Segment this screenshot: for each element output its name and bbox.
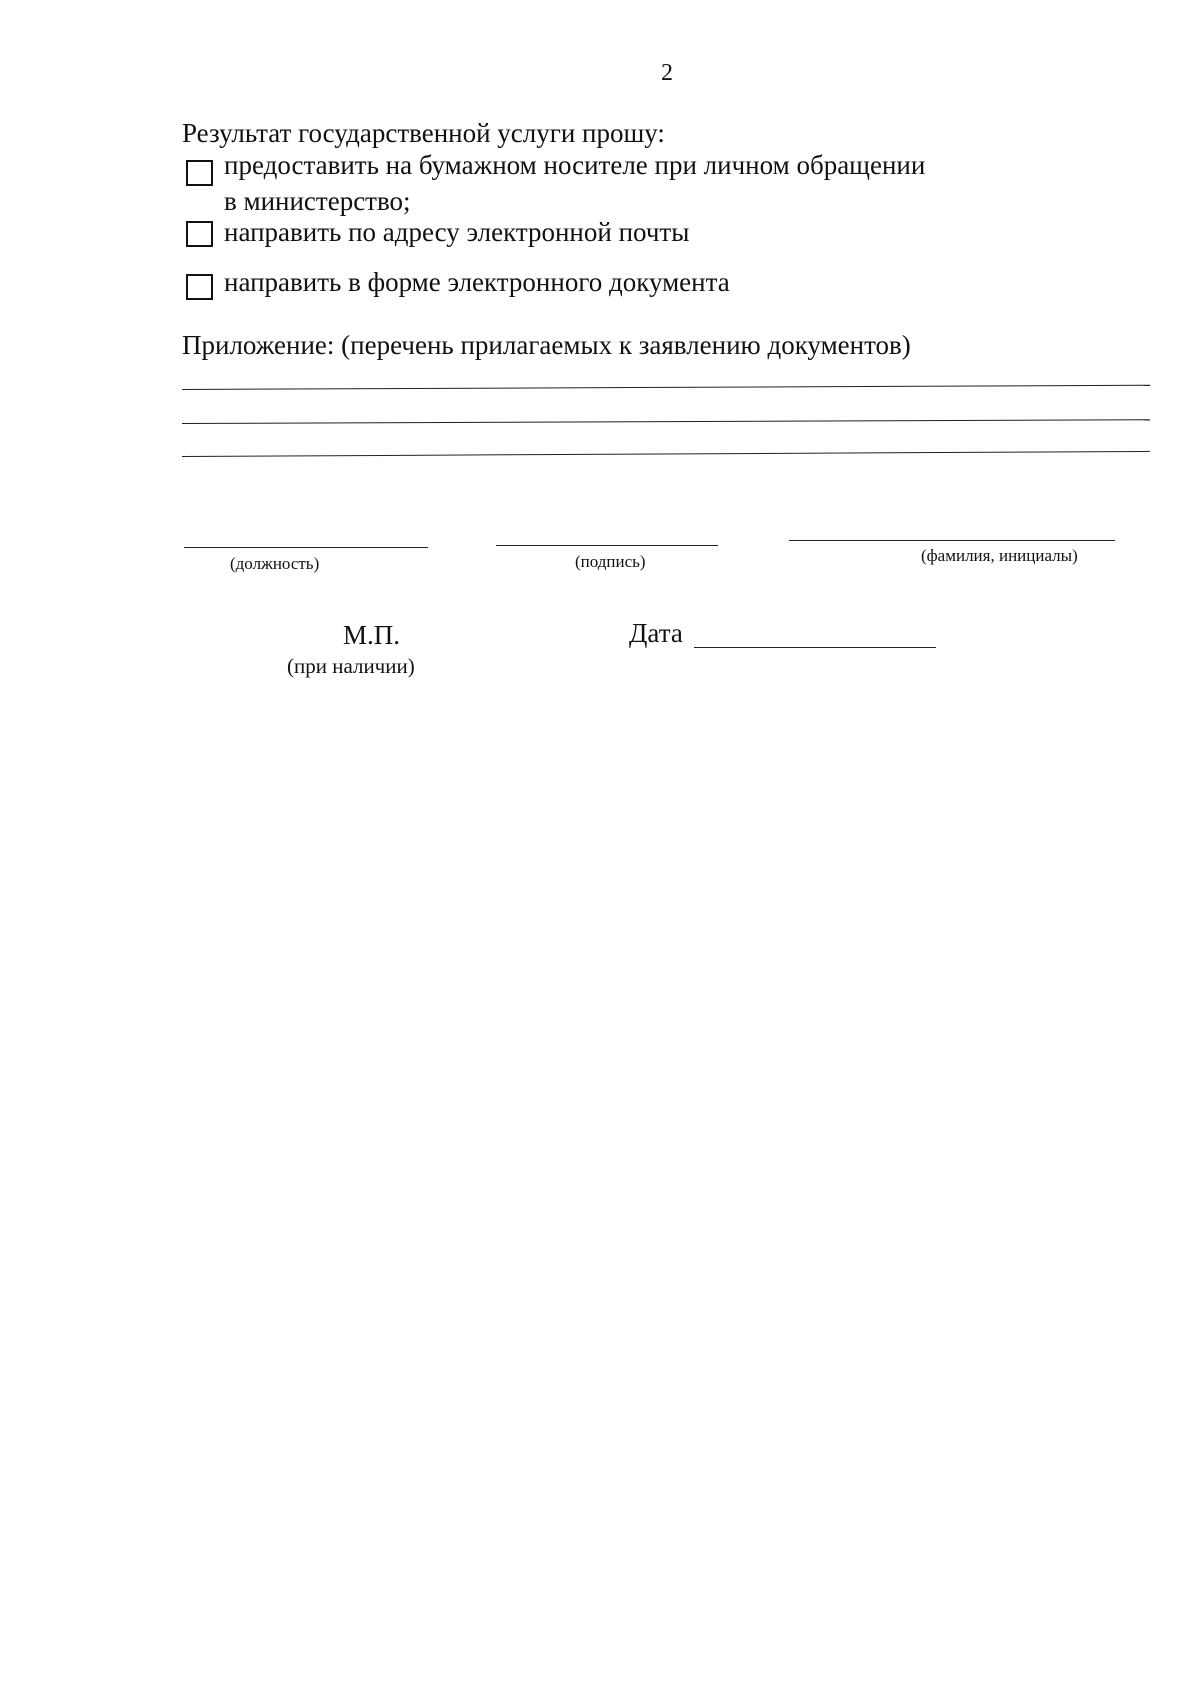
attachment-line-3[interactable]: [182, 451, 1150, 457]
option-electronic-document-label: направить в форме электронного документа: [224, 267, 730, 297]
option-email-label: направить по адресу электронной почты: [224, 217, 690, 247]
checkbox-electronic-document[interactable]: [186, 274, 213, 300]
option-paper-in-person-label-continued: в министерство;: [224, 186, 411, 216]
page-number: 2: [661, 60, 673, 86]
option-paper-in-person-label: предоставить на бумажном носителе при личном обращении: [224, 150, 926, 180]
date-label: Дата: [629, 618, 683, 648]
request-intro: Результат государственной услуги прошу:: [182, 118, 665, 148]
signature-line[interactable]: [496, 545, 718, 546]
attachment-label: Приложение: (перечень прилагаемых к заявлению документов): [182, 330, 911, 360]
name-caption: (фамилия, инициалы): [921, 546, 1078, 565]
signature-caption: (подпись): [575, 552, 646, 571]
stamp-label: М.П.: [343, 620, 401, 650]
attachment-line-2[interactable]: [182, 419, 1150, 424]
checkbox-paper-in-person[interactable]: [186, 160, 213, 186]
checkbox-email[interactable]: [186, 221, 213, 247]
position-line[interactable]: [184, 547, 428, 548]
name-line[interactable]: [789, 540, 1115, 541]
position-caption: (должность): [230, 554, 320, 573]
date-line[interactable]: [694, 647, 936, 648]
attachment-line-1[interactable]: [182, 385, 1150, 390]
stamp-note: (при наличии): [287, 654, 415, 678]
